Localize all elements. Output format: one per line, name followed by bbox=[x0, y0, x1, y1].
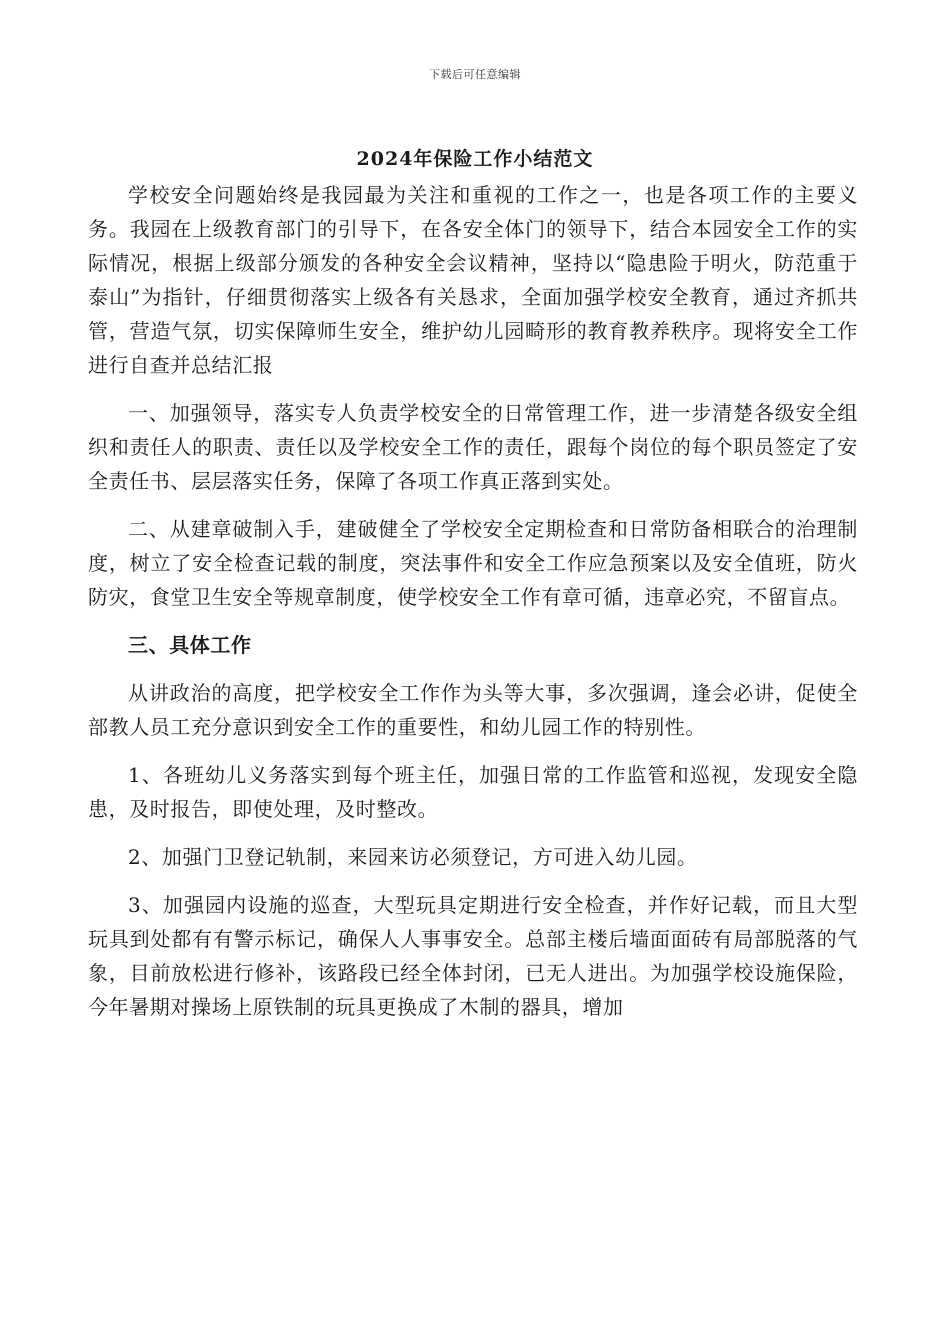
paragraph-section-2: 二、从建章破制入手，建破健全了学校安全定期检查和日常防备相联合的治理制度，树立了安全检查记载的制度，突法事件和安全工作应急预案以及安全值班，防火防灾，食堂卫生安全等规章制度，使学校安全工作有章可循，违章必究，不留盲点。 bbox=[88, 517, 858, 609]
paragraph-intro: 学校安全问题始终是我园最为关注和重视的工作之一，也是各项工作的主要义务。我园在上级教育部门的引导下，在各安全体门的领导下，结合本园安全工作的实际情况，根据上级部分颁发的各种安全会议精神，坚持以“隐患险于明火，防范重于泰山”为指针，仔细贯彻落实上级各有关恳求，全面加强学校安全教育，通过齐抓共管，营造气氛，切实保障师生安全，维护幼儿园畸形的教育教养秩序。现将安全工作进行自查并总结汇报 bbox=[88, 183, 858, 377]
document-title: 2024年保险工作小结范文 bbox=[356, 148, 594, 170]
paragraph-work-item-3: 3、加强园内设施的巡查，大型玩具定期进行安全检查，并作好记载，而且大型玩具到处都有有警示标记，确保人人事事安全。总部主楼后墙面面砖有局部脱落的气象，目前放松进行修补，该路段已经全体封闭，已无人进出。为加强学校设施保险，今年暑期对操场上原铁制的玩具更换成了木制的器具，增加 bbox=[88, 893, 858, 1019]
paragraph-work-overview: 从讲政治的高度，把学校安全工作作为头等大事，多次强调，逢会必讲，促使全部教人员工充分意识到安全工作的重要性，和幼儿园工作的特别性。 bbox=[88, 681, 858, 739]
paragraph-section-1: 一、加强领导，落实专人负责学校安全的日常管理工作，进一步清楚各级安全组织和责任人的职责、责任以及学校安全工作的责任，跟每个岗位的每个职员签定了安全责任书、层层落实任务，保障了各项工作真正落到实处。 bbox=[88, 401, 858, 493]
document-body bbox=[88, 178, 858, 1038]
section-heading: 三、具体工作 bbox=[128, 633, 252, 657]
paragraph-work-item-2: 2、加强门卫登记轨制，来园来访必须登记，方可进入幼儿园。 bbox=[128, 845, 698, 869]
paragraph-work-item-1: 1、各班幼儿义务落实到每个班主任，加强日常的工作监管和巡视，发现安全隐患，及时报告，即使处理，及时整改。 bbox=[88, 763, 858, 821]
header-note: 下载后可任意编辑 bbox=[429, 68, 521, 81]
